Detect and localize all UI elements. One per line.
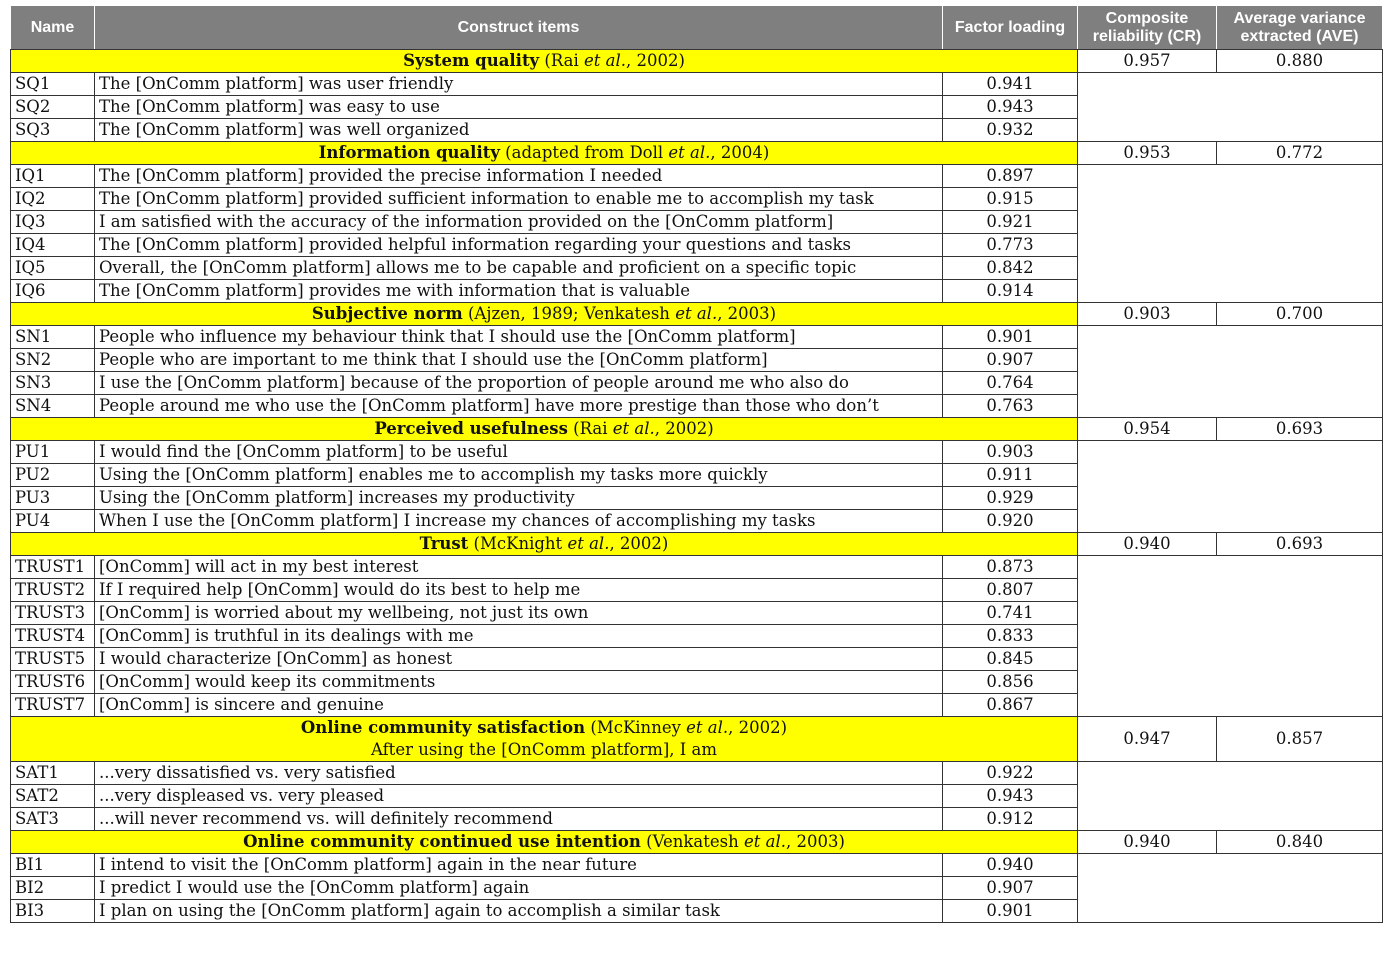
item-text: I use the [OnComm platform] because of the proportion of people around me who also do: [95, 372, 943, 395]
table-row: [11, 349, 1383, 372]
item-text: The [OnComm platform] provided sufficient information to enable me to accomplish my task: [95, 188, 943, 211]
header-name: Name: [11, 6, 95, 50]
item-text: I intend to visit the [OnComm platform] again in the near future: [95, 854, 943, 877]
item-text: If I required help [OnComm] would do its best to help me: [95, 579, 943, 602]
section-source-etal: et al.: [612, 419, 655, 438]
section-title: Perceived usefulness: [374, 419, 568, 438]
item-name: SAT3: [11, 808, 95, 831]
item-text: People around me who use the [OnComm platform] have more prestige than those who don’t: [95, 395, 943, 418]
item-name: TRUST2: [11, 579, 95, 602]
table-row: [11, 762, 1383, 785]
empty-cell: [1217, 165, 1383, 188]
section-source-year: , 2004): [710, 143, 770, 162]
section-source-etal: et al.: [686, 718, 729, 737]
empty-cell: [1078, 349, 1217, 372]
factor-loading-value: 0.764: [943, 372, 1078, 395]
item-text: I would characterize [OnComm] as honest: [95, 648, 943, 671]
item-name: PU2: [11, 464, 95, 487]
item-name: BI1: [11, 854, 95, 877]
empty-cell: [1078, 119, 1217, 142]
empty-cell: [1217, 188, 1383, 211]
item-text: People who are important to me think that I should use the [OnComm platform]: [95, 349, 943, 372]
table-row: [11, 671, 1383, 694]
table-row: [11, 900, 1383, 923]
item-text: [OnComm] is worried about my wellbeing, not just its own: [95, 602, 943, 625]
item-text: I predict I would use the [OnComm platform] again: [95, 877, 943, 900]
section-source-year: , 2003): [717, 304, 777, 323]
item-text: Using the [OnComm platform] increases my productivity: [95, 487, 943, 510]
empty-cell: [1217, 73, 1383, 96]
factor-loading-value: 0.773: [943, 234, 1078, 257]
section-header-row: [11, 717, 1383, 762]
item-text: [OnComm] is truthful in its dealings with me: [95, 625, 943, 648]
section-source: (McKinney: [585, 718, 687, 737]
section-title-cell: [11, 533, 1078, 556]
section-title: Subjective norm: [311, 304, 463, 323]
item-name: PU3: [11, 487, 95, 510]
item-name: TRUST3: [11, 602, 95, 625]
item-text: Using the [OnComm platform] enables me to accomplish my tasks more quickly: [95, 464, 943, 487]
empty-cell: [1217, 579, 1383, 602]
factor-loading-value: 0.943: [943, 96, 1078, 119]
composite-reliability-value: 0.903: [1078, 303, 1217, 326]
empty-cell: [1078, 785, 1217, 808]
table-row: [11, 487, 1383, 510]
section-source: (Rai: [567, 419, 613, 438]
empty-cell: [1217, 326, 1383, 349]
empty-cell: [1078, 188, 1217, 211]
table-row: [11, 556, 1383, 579]
factor-loading-value: 0.856: [943, 671, 1078, 694]
item-text: The [OnComm platform] provided the precise information I needed: [95, 165, 943, 188]
empty-cell: [1217, 441, 1383, 464]
empty-cell: [1217, 211, 1383, 234]
empty-cell: [1217, 234, 1383, 257]
factor-loading-value: 0.912: [943, 808, 1078, 831]
section-source-year: , 2002): [728, 718, 788, 737]
empty-cell: [1078, 625, 1217, 648]
section-title: Online community satisfaction: [300, 718, 586, 737]
section-title: Information quality: [318, 143, 500, 162]
empty-cell: [1078, 372, 1217, 395]
table-body: [11, 50, 1383, 923]
item-name: SQ2: [11, 96, 95, 119]
section-header-row: [11, 50, 1383, 73]
empty-cell: [1078, 648, 1217, 671]
section-source: (McKnight: [468, 534, 568, 553]
empty-cell: [1217, 395, 1383, 418]
table-row: [11, 165, 1383, 188]
empty-cell: [1078, 464, 1217, 487]
header-factor-loading: Factor loading: [943, 6, 1078, 50]
item-text: [OnComm] will act in my best interest: [95, 556, 943, 579]
item-name: TRUST5: [11, 648, 95, 671]
empty-cell: [1217, 671, 1383, 694]
empty-cell: [1217, 900, 1383, 923]
section-header-row: [11, 303, 1383, 326]
section-header-row: [11, 142, 1383, 165]
composite-reliability-value: 0.947: [1078, 717, 1217, 762]
factor-loading-value: 0.921: [943, 211, 1078, 234]
empty-cell: [1217, 280, 1383, 303]
item-name: BI2: [11, 877, 95, 900]
table-row: [11, 510, 1383, 533]
empty-cell: [1078, 234, 1217, 257]
table-row: [11, 625, 1383, 648]
section-header-row: [11, 831, 1383, 854]
item-text: Overall, the [OnComm platform] allows me to be capable and proficient on a specific topic: [95, 257, 943, 280]
table-row: [11, 648, 1383, 671]
table-row: [11, 464, 1383, 487]
table-row: [11, 234, 1383, 257]
factor-loading-value: 0.901: [943, 900, 1078, 923]
empty-cell: [1078, 854, 1217, 877]
item-text: The [OnComm platform] provided helpful information regarding your questions and tasks: [95, 234, 943, 257]
item-name: SN4: [11, 395, 95, 418]
section-title-cell: [11, 142, 1078, 165]
ave-value: 0.700: [1217, 303, 1383, 326]
factor-loading-value: 0.903: [943, 441, 1078, 464]
empty-cell: [1217, 119, 1383, 142]
factor-loading-value: 0.907: [943, 877, 1078, 900]
header-ave: Average variance extracted (AVE): [1217, 6, 1383, 50]
item-name: IQ3: [11, 211, 95, 234]
ave-value: 0.693: [1217, 418, 1383, 441]
table-row: [11, 96, 1383, 119]
factor-loading-value: 0.932: [943, 119, 1078, 142]
table-row: [11, 877, 1383, 900]
ave-value: 0.693: [1217, 533, 1383, 556]
item-name: IQ6: [11, 280, 95, 303]
factor-loading-value: 0.911: [943, 464, 1078, 487]
header-composite-reliability: Composite reliability (CR): [1078, 6, 1217, 50]
section-source-etal: et al.: [743, 832, 786, 851]
empty-cell: [1217, 464, 1383, 487]
empty-cell: [1078, 900, 1217, 923]
empty-cell: [1078, 487, 1217, 510]
section-title: System quality: [403, 51, 540, 70]
section-header-row: [11, 533, 1383, 556]
empty-cell: [1078, 73, 1217, 96]
section-source-etal: et al.: [584, 51, 626, 70]
empty-cell: [1078, 165, 1217, 188]
empty-cell: [1078, 877, 1217, 900]
header-construct-items: Construct items: [95, 6, 943, 50]
item-name: BI3: [11, 900, 95, 923]
ave-value: 0.772: [1217, 142, 1383, 165]
empty-cell: [1217, 808, 1383, 831]
item-text: People who influence my behaviour think that I should use the [OnComm platform]: [95, 326, 943, 349]
factor-loading-value: 0.845: [943, 648, 1078, 671]
empty-cell: [1078, 441, 1217, 464]
empty-cell: [1217, 487, 1383, 510]
factor-loading-value: 0.873: [943, 556, 1078, 579]
section-subtitle: After using the [OnComm platform], I am: [370, 740, 718, 759]
item-name: SQ3: [11, 119, 95, 142]
empty-cell: [1217, 877, 1383, 900]
empty-cell: [1217, 257, 1383, 280]
table-row: [11, 372, 1383, 395]
table-row: [11, 326, 1383, 349]
section-source-etal: et al.: [675, 304, 718, 323]
item-name: TRUST1: [11, 556, 95, 579]
table-row: [11, 808, 1383, 831]
factor-loading-value: 0.907: [943, 349, 1078, 372]
section-source: (Venkatesh: [640, 832, 744, 851]
item-text: The [OnComm platform] provides me with information that is valuable: [95, 280, 943, 303]
empty-cell: [1217, 510, 1383, 533]
header-row: [11, 6, 1383, 50]
factor-loading-value: 0.920: [943, 510, 1078, 533]
empty-cell: [1078, 395, 1217, 418]
empty-cell: [1078, 211, 1217, 234]
empty-cell: [1217, 556, 1383, 579]
composite-reliability-value: 0.954: [1078, 418, 1217, 441]
item-name: SN3: [11, 372, 95, 395]
factor-loading-value: 0.842: [943, 257, 1078, 280]
item-text: The [OnComm platform] was well organized: [95, 119, 943, 142]
construct-table: [10, 5, 1383, 923]
item-text: ...very displeased vs. very pleased: [95, 785, 943, 808]
factor-loading-value: 0.807: [943, 579, 1078, 602]
item-text: ...will never recommend vs. will definitely recommend: [95, 808, 943, 831]
section-source-etal: et al.: [668, 143, 711, 162]
table-row: [11, 395, 1383, 418]
table-row: [11, 579, 1383, 602]
empty-cell: [1078, 602, 1217, 625]
table-row: [11, 602, 1383, 625]
section-title-cell: [11, 831, 1078, 854]
factor-loading-value: 0.833: [943, 625, 1078, 648]
item-name: IQ1: [11, 165, 95, 188]
item-text: [OnComm] would keep its commitments: [95, 671, 943, 694]
empty-cell: [1078, 257, 1217, 280]
section-title: Trust: [419, 534, 469, 553]
item-name: TRUST7: [11, 694, 95, 717]
empty-cell: [1217, 785, 1383, 808]
item-name: TRUST4: [11, 625, 95, 648]
empty-cell: [1078, 326, 1217, 349]
empty-cell: [1078, 280, 1217, 303]
section-source-year: , 2002): [654, 419, 714, 438]
ave-value: 0.857: [1217, 717, 1383, 762]
section-title-cell: [11, 50, 1078, 73]
empty-cell: [1217, 854, 1383, 877]
item-name: SN2: [11, 349, 95, 372]
table-row: [11, 441, 1383, 464]
empty-cell: [1078, 694, 1217, 717]
table-row: [11, 73, 1383, 96]
section-source: (Rai: [539, 51, 584, 70]
section-title-cell: [11, 717, 1078, 762]
section-title-cell: [11, 303, 1078, 326]
section-source: (adapted from Doll: [499, 143, 669, 162]
table-row: [11, 257, 1383, 280]
factor-loading-value: 0.943: [943, 785, 1078, 808]
section-source-year: , 2003): [785, 832, 845, 851]
empty-cell: [1217, 349, 1383, 372]
table-row: [11, 119, 1383, 142]
section-title: Online community continued use intention: [243, 832, 641, 851]
table-row: [11, 694, 1383, 717]
item-name: TRUST6: [11, 671, 95, 694]
item-name: IQ4: [11, 234, 95, 257]
factor-loading-value: 0.897: [943, 165, 1078, 188]
factor-loading-value: 0.941: [943, 73, 1078, 96]
item-name: IQ5: [11, 257, 95, 280]
empty-cell: [1078, 671, 1217, 694]
ave-value: 0.840: [1217, 831, 1383, 854]
factor-loading-value: 0.901: [943, 326, 1078, 349]
table-row: [11, 785, 1383, 808]
section-source-year: , 2002): [626, 51, 685, 70]
empty-cell: [1078, 579, 1217, 602]
factor-loading-value: 0.922: [943, 762, 1078, 785]
factor-loading-value: 0.940: [943, 854, 1078, 877]
empty-cell: [1078, 762, 1217, 785]
empty-cell: [1217, 602, 1383, 625]
item-name: SN1: [11, 326, 95, 349]
factor-loading-value: 0.867: [943, 694, 1078, 717]
empty-cell: [1078, 96, 1217, 119]
section-title-cell: [11, 418, 1078, 441]
item-text: The [OnComm platform] was user friendly: [95, 73, 943, 96]
composite-reliability-value: 0.957: [1078, 50, 1217, 73]
factor-loading-value: 0.763: [943, 395, 1078, 418]
item-name: SAT2: [11, 785, 95, 808]
empty-cell: [1217, 648, 1383, 671]
item-name: SAT1: [11, 762, 95, 785]
ave-value: 0.880: [1217, 50, 1383, 73]
factor-loading-value: 0.929: [943, 487, 1078, 510]
item-name: PU4: [11, 510, 95, 533]
section-source-year: , 2002): [609, 534, 669, 553]
empty-cell: [1217, 96, 1383, 119]
section-source-etal: et al.: [567, 534, 610, 553]
composite-reliability-value: 0.940: [1078, 831, 1217, 854]
empty-cell: [1217, 372, 1383, 395]
composite-reliability-value: 0.953: [1078, 142, 1217, 165]
factor-loading-value: 0.741: [943, 602, 1078, 625]
item-text: I am satisfied with the accuracy of the information provided on the [OnComm platform]: [95, 211, 943, 234]
item-name: PU1: [11, 441, 95, 464]
empty-cell: [1217, 625, 1383, 648]
table-row: [11, 280, 1383, 303]
section-header-row: [11, 418, 1383, 441]
composite-reliability-value: 0.940: [1078, 533, 1217, 556]
item-text: [OnComm] is sincere and genuine: [95, 694, 943, 717]
empty-cell: [1078, 510, 1217, 533]
item-text: I would find the [OnComm platform] to be useful: [95, 441, 943, 464]
table-row: [11, 854, 1383, 877]
empty-cell: [1078, 556, 1217, 579]
item-text: I plan on using the [OnComm platform] again to accomplish a similar task: [95, 900, 943, 923]
factor-loading-value: 0.915: [943, 188, 1078, 211]
item-text: When I use the [OnComm platform] I increase my chances of accomplishing my tasks: [95, 510, 943, 533]
item-name: SQ1: [11, 73, 95, 96]
factor-loading-value: 0.914: [943, 280, 1078, 303]
item-text: The [OnComm platform] was easy to use: [95, 96, 943, 119]
empty-cell: [1078, 808, 1217, 831]
item-name: IQ2: [11, 188, 95, 211]
table-row: [11, 211, 1383, 234]
section-source: (Ajzen, 1989; Venkatesh: [462, 304, 676, 323]
empty-cell: [1217, 694, 1383, 717]
empty-cell: [1217, 762, 1383, 785]
item-text: ...very dissatisfied vs. very satisfied: [95, 762, 943, 785]
table-row: [11, 188, 1383, 211]
